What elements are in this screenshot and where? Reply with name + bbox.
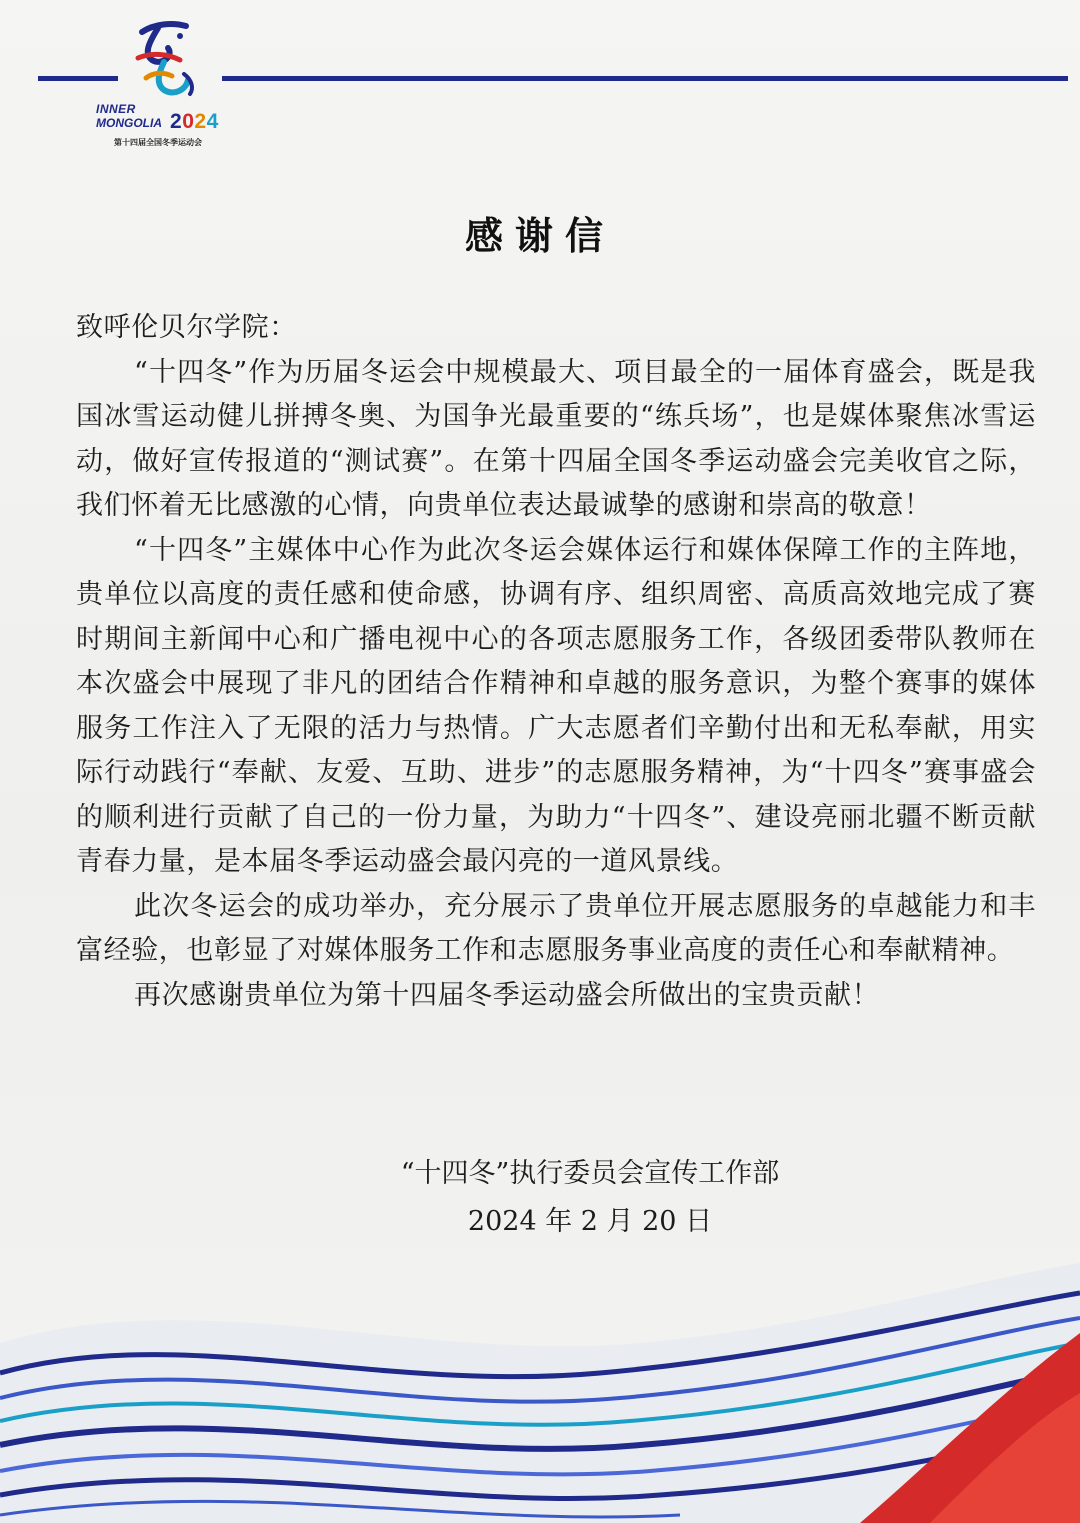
letter-title: 感谢信 bbox=[464, 214, 615, 258]
emblem-icon bbox=[128, 14, 200, 109]
logo-text-mongolia: MONGOLIA bbox=[96, 116, 162, 130]
logo-year-digit: 2 bbox=[194, 110, 207, 133]
logo-year bbox=[170, 110, 219, 134]
logo-text-inner: INNER bbox=[96, 102, 136, 116]
logo-subtitle: 第十四届全国冬季运动会 bbox=[114, 138, 202, 147]
signature-org: “十四冬”执行委员会宣传工作部 bbox=[400, 1158, 780, 1189]
logo-year-digit: 2 bbox=[170, 110, 183, 133]
paragraph-1: “十四冬”作为历届冬运会中规模最大、项目最全的一届体育盛会，既是我国冰雪运动健儿拼搏冬奥、为国争光最重要的“练兵场”，也是媒体聚焦冰雪运动，做好宣传报道的“测试赛”。在第十四届全国冬季运动盛会完美收官之际，我们怀着无比感激的心情，向贵单位表达最诚挚的感谢和崇高的敬意！ bbox=[76, 356, 1036, 521]
games-logo bbox=[92, 14, 232, 154]
wave-decoration-icon bbox=[0, 1223, 1080, 1523]
logo-year-digit: 4 bbox=[206, 110, 219, 133]
salutation: 致呼伦贝尔学院： bbox=[76, 312, 297, 343]
header-rule-right bbox=[222, 76, 1068, 81]
paragraph-2: “十四冬”主媒体中心作为此次冬运会媒体运行和媒体保障工作的主阵地，贵单位以高度的责任感和使命感，协调有序、组织周密、高质高效地完成了赛时期间主新闻中心和广播电视中心的各项志愿服务工作，各级团委带队教师在本次盛会中展现了非凡的团结合作精神和卓越的服务意识，为整个赛事的媒体服务工作注入了无限的活力与热情。广大志愿者们辛勤付出和无私奉献，用实际行动践行“奉献、友爱、互助、进步”的志愿服务精神，为“十四冬”赛事盛会的顺利进行贡献了自己的一份力量，为助力“十四冬”、建设亮丽北疆不断贡献青春力量，是本届冬季运动盛会最闪亮的一道风景线。 bbox=[76, 534, 1036, 877]
logo-year-digit: 0 bbox=[182, 110, 195, 133]
paragraph-4: 再次感谢贵单位为第十四届冬季运动盛会所做出的宝贵贡献！ bbox=[134, 979, 880, 1011]
paragraph-3: 此次冬运会的成功举办，充分展示了贵单位开展志愿服务的卓越能力和丰富经验，也彰显了对媒体服务工作和志愿服务事业高度的责任心和奉献精神。 bbox=[76, 890, 1036, 966]
signature-date: 2024 年 2 月 20 日 bbox=[467, 1206, 713, 1237]
letter-body bbox=[76, 306, 1036, 1018]
